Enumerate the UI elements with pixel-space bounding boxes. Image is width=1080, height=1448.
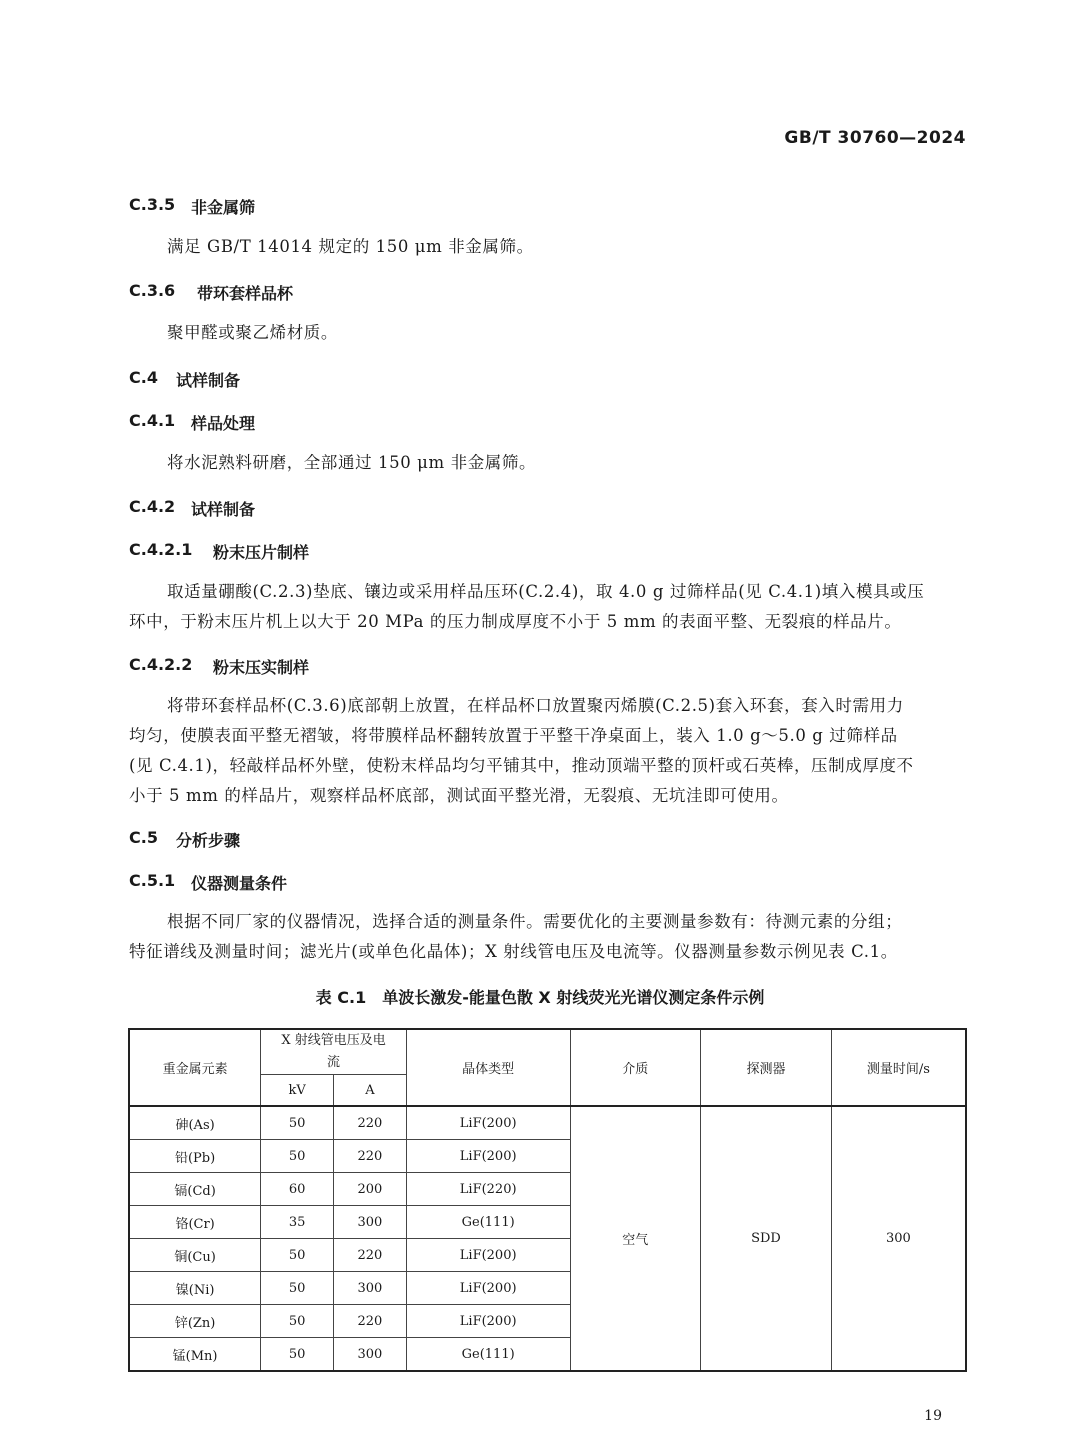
cell-element: 铬(Cr)	[129, 1206, 261, 1239]
cell-crystal: Ge(111)	[406, 1206, 570, 1239]
section-number: C.3.5	[129, 195, 176, 214]
section-heading-c5	[129, 828, 241, 850]
cell-crystal: LiF(200)	[406, 1272, 570, 1305]
paragraph-line: 环中，于粉末压片机上以大于 20 MPa 的压力制成厚度不小于 5 mm 的表面平整、无裂痕的样品片。	[129, 612, 902, 631]
section-heading-c4	[129, 368, 241, 390]
header-medium: 介质	[570, 1029, 701, 1106]
paragraph-line: 取适量硼酸(C.2.3)垫底、镶边或采用样品压环(C.2.4)，取 4.0 g 过筛样品(见 C.4.1)填入模具或压	[167, 582, 925, 601]
section-title: 分析步骤	[176, 831, 241, 850]
paragraph-line: (见 C.4.1)，轻敲样品杯外壁，使粉末样品均匀平铺其中，推动顶端平整的顶杆或石英棒，压制成厚度不	[129, 756, 914, 775]
cell-detector: SDD	[701, 1106, 832, 1371]
conditions-table	[128, 1028, 967, 1372]
header-kv: kV	[261, 1075, 334, 1107]
section-heading-c42	[129, 497, 256, 519]
cell-element: 锰(Mn)	[129, 1338, 261, 1372]
paragraph-line: 均匀，使膜表面平整无褶皱，将带膜样品杯翻转放置于平整干净桌面上，装入 1.0 g～5.0 g 过筛样品	[129, 726, 898, 745]
paragraph-pressed-pellet	[129, 577, 967, 637]
cell-crystal: LiF(200)	[406, 1106, 570, 1140]
header-time: 测量时间/s	[831, 1029, 966, 1106]
section-number: C.4.2	[129, 497, 176, 516]
cell-crystal: LiF(220)	[406, 1173, 570, 1206]
cell-a: 220	[334, 1106, 407, 1140]
cell-crystal: LiF(200)	[406, 1305, 570, 1338]
header-crystal: 晶体类型	[406, 1029, 570, 1106]
cell-kv: 35	[261, 1206, 334, 1239]
section-heading-c41	[129, 411, 256, 433]
cell-a: 220	[334, 1305, 407, 1338]
cell-a: 200	[334, 1173, 407, 1206]
cell-kv: 50	[261, 1338, 334, 1372]
cell-kv: 50	[261, 1106, 334, 1140]
paragraph-sieve	[129, 232, 967, 262]
cell-element: 铅(Pb)	[129, 1140, 261, 1173]
section-title: 粉末压片制样	[213, 543, 310, 562]
cell-kv: 50	[261, 1305, 334, 1338]
cell-crystal: Ge(111)	[406, 1338, 570, 1372]
cell-a: 300	[334, 1206, 407, 1239]
paragraph-line: 根据不同厂家的仪器情况，选择合适的测量条件。需要优化的主要测量参数有：待测元素的分组；	[167, 912, 903, 931]
paragraph-line: 满足 GB/T 14014 规定的 150 μm 非金属筛。	[167, 237, 534, 256]
cell-kv: 50	[261, 1140, 334, 1173]
cell-kv: 50	[261, 1272, 334, 1305]
paragraph-cup-material	[129, 318, 967, 348]
section-title: 非金属筛	[191, 198, 256, 217]
cell-a: 220	[334, 1239, 407, 1272]
cell-a: 300	[334, 1338, 407, 1372]
paragraph-line: 聚甲醛或聚乙烯材质。	[167, 323, 338, 342]
paragraph-line: 小于 5 mm 的样品片，观察样品杯底部，测试面平整光滑，无裂痕、无坑洼即可使用。	[129, 786, 789, 805]
cell-element: 镍(Ni)	[129, 1272, 261, 1305]
table-title: 表 C.1 单波长激发-能量色散 X 射线荧光光谱仪测定条件示例	[315, 988, 765, 1007]
cell-a: 220	[334, 1140, 407, 1173]
paragraph-compacted-powder	[129, 691, 967, 811]
standard-number: GB/T 30760—2024	[784, 128, 966, 148]
header-detector: 探测器	[701, 1029, 832, 1106]
section-heading-c36	[129, 281, 294, 303]
section-number: C.5	[129, 828, 158, 847]
header-tube: X 射线管电压及电流	[261, 1029, 407, 1075]
section-title: 试样制备	[176, 371, 241, 390]
section-title: 仪器测量条件	[191, 874, 288, 893]
header-a: A	[334, 1075, 407, 1107]
cell-kv: 50	[261, 1239, 334, 1272]
cell-time: 300	[831, 1106, 966, 1371]
section-heading-c35	[129, 195, 256, 217]
section-title: 带环套样品杯	[197, 284, 294, 303]
paragraph-line: 将带环套样品杯(C.3.6)底部朝上放置，在样品杯口放置聚丙烯膜(C.2.5)套入环套，套入时需用力	[167, 696, 904, 715]
section-title: 粉末压实制样	[213, 658, 310, 677]
paragraph-line: 将水泥熟料研磨，全部通过 150 μm 非金属筛。	[167, 453, 537, 472]
section-title: 样品处理	[191, 414, 256, 433]
section-number: C.4.1	[129, 411, 176, 430]
section-number: C.4.2.2	[129, 655, 193, 674]
cell-crystal: LiF(200)	[406, 1239, 570, 1272]
section-number: C.3.6	[129, 281, 176, 300]
cell-medium: 空气	[570, 1106, 701, 1371]
page-number: 19	[924, 1408, 942, 1424]
section-heading-c421	[129, 540, 310, 562]
cell-element: 镉(Cd)	[129, 1173, 261, 1206]
cell-a: 300	[334, 1272, 407, 1305]
section-heading-c51	[129, 871, 288, 893]
paragraph-sample-processing	[129, 448, 967, 478]
section-number: C.5.1	[129, 871, 176, 890]
paragraph-measurement-conditions	[129, 907, 967, 967]
paragraph-line: 特征谱线及测量时间；滤光片(或单色化晶体)；X 射线管电压及电流等。仪器测量参数示例见表 C.1。	[129, 942, 898, 961]
cell-element: 锌(Zn)	[129, 1305, 261, 1338]
section-number: C.4	[129, 368, 158, 387]
table-row	[129, 1106, 966, 1140]
section-number: C.4.2.1	[129, 540, 193, 559]
section-heading-c422	[129, 655, 310, 677]
cell-kv: 60	[261, 1173, 334, 1206]
header-element: 重金属元素	[129, 1029, 261, 1106]
cell-element: 铜(Cu)	[129, 1239, 261, 1272]
section-title: 试样制备	[191, 500, 256, 519]
cell-element: 砷(As)	[129, 1106, 261, 1140]
cell-crystal: LiF(200)	[406, 1140, 570, 1173]
